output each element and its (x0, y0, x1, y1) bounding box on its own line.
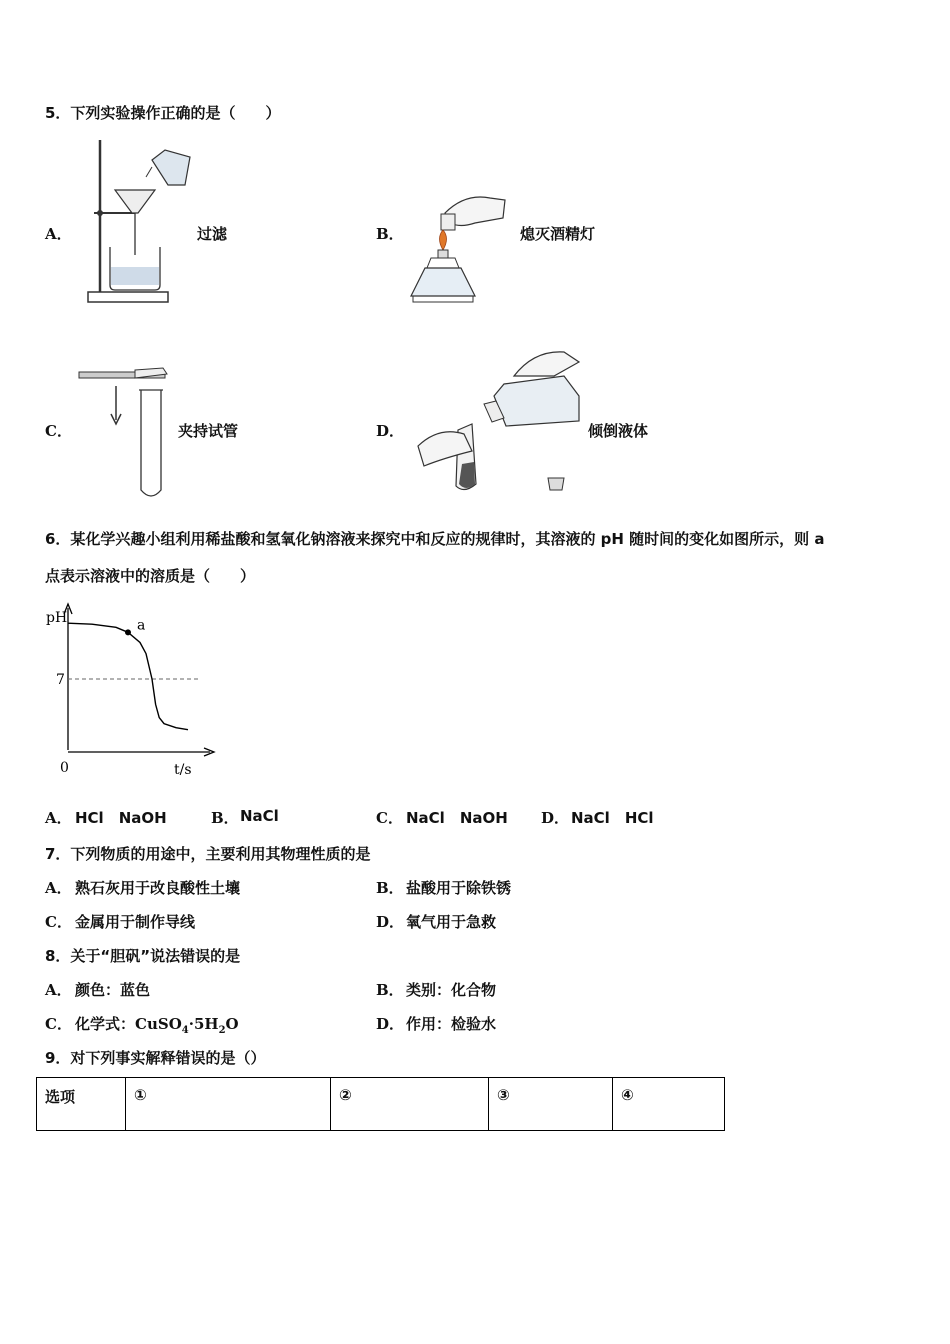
q7-option-b-text: 盐酸用于除铁锈 (406, 879, 512, 897)
q6-option-d-text: NaCl HCl (571, 809, 654, 827)
q5-option-c-text: 夹持试管 (178, 422, 239, 440)
q6-option-c-text: NaCl NaOH (406, 809, 508, 827)
q7-option-d-label: D． (376, 913, 405, 931)
origin-label: 0 (60, 760, 69, 776)
q8-option-d-text: 作用：检验水 (406, 1015, 497, 1033)
q8-option-a-label: A． (45, 981, 72, 999)
q8-option-d-label: D． (376, 1015, 405, 1033)
q7-option-c-text: 金属用于制作导线 (75, 913, 196, 931)
q5-option-b-label: B． (376, 225, 404, 243)
q6-option-a-text: HCl NaOH (75, 809, 167, 827)
q6-option-a-label: A． (45, 809, 72, 827)
test-tube-holder-illustration (75, 362, 175, 502)
q8-option-b-text: 类别：化合物 (406, 981, 497, 999)
q6-option-c-label: C． (376, 809, 403, 827)
point-a (125, 629, 131, 635)
ph-chart (40, 600, 230, 780)
q9-stem: 9．对下列事实解释错误的是（） (45, 1049, 266, 1067)
q6-stem-line2: 点表示溶液中的溶质是（ ） (45, 567, 256, 585)
table-header-cell: 选项 (37, 1078, 126, 1131)
q8-option-b-label: B． (376, 981, 404, 999)
q5-stem: 5．下列实验操作正确的是（ ） (45, 104, 281, 122)
q5-option-c-label: C． (45, 422, 72, 440)
q6-option-d-label: D． (541, 809, 570, 827)
q9-table (36, 1077, 725, 1131)
x-axis-label: t/s (174, 762, 192, 778)
q7-option-a-text: 熟石灰用于改良酸性土壤 (75, 879, 241, 897)
y-tick-7: 7 (56, 672, 65, 688)
table-header-cell: ④ (613, 1078, 725, 1131)
table-header-cell: ③ (489, 1078, 613, 1131)
q7-option-b-label: B． (376, 879, 404, 897)
q8-stem: 8．关于“胆矾”说法错误的是 (45, 947, 241, 965)
q7-option-a-label: A． (45, 879, 72, 897)
q7-stem: 7．下列物质的用途中，主要利用其物理性质的是 (45, 845, 371, 863)
ph-curve (68, 623, 188, 730)
q5-option-a-label: A． (45, 225, 72, 243)
q6-stem-line1: 6．某化学兴趣小组利用稀盐酸和氢氧化钠溶液来探究中和反应的规律时，其溶液的 pH 随时间的变化如图所示，则 a (45, 530, 825, 548)
q5-option-d-label: D． (376, 422, 405, 440)
formula-part-3: O (225, 1015, 239, 1033)
pouring-liquid-illustration (414, 346, 586, 498)
q6-option-b-text: NaCl (240, 807, 279, 825)
table-row (37, 1078, 725, 1131)
filtration-illustration (80, 135, 200, 310)
q5-option-d-text: 倾倒液体 (588, 422, 649, 440)
y-axis-label: pH (46, 610, 68, 626)
alcohol-lamp-illustration (405, 188, 515, 310)
q8-option-c-content (75, 1013, 239, 1036)
table-header-cell: ① (126, 1078, 331, 1131)
formula-sub-1: 4 (181, 1025, 189, 1036)
q5-option-b-text: 熄灭酒精灯 (520, 225, 596, 243)
q5-option-a-text: 过滤 (197, 225, 228, 243)
q7-option-c-label: C． (45, 913, 72, 931)
cuso4-formula (135, 1015, 239, 1036)
point-a-label: a (137, 617, 146, 634)
q8-option-c-label: C． (45, 1015, 72, 1033)
q8-option-a-text: 颜色：蓝色 (75, 981, 151, 999)
formula-part-2: ·5H (188, 1015, 219, 1033)
q7-option-d-text: 氧气用于急救 (406, 913, 497, 931)
table-header-cell: ② (331, 1078, 489, 1131)
q8-option-c-text: 化学式： (75, 1015, 136, 1033)
formula-part-1: CuSO (135, 1015, 182, 1033)
formula-sub-2: 2 (218, 1025, 226, 1036)
q6-option-b-label: B． (211, 809, 239, 827)
